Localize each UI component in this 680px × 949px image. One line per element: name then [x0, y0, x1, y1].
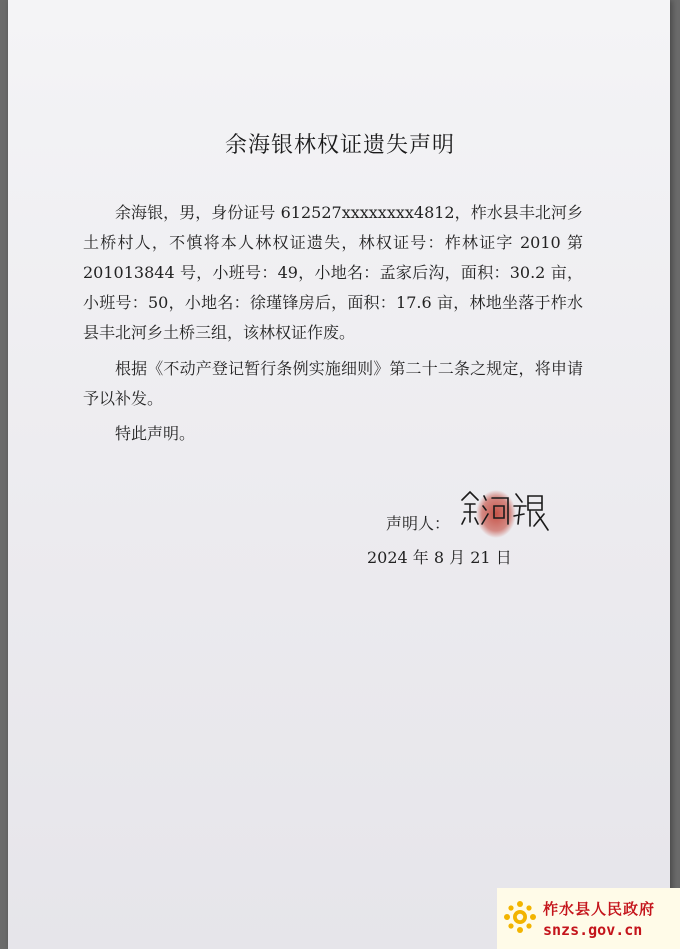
- request-paragraph: 根据《不动产登记暂行条例实施细则》第二十二条之规定，将申请予以补发。: [83, 359, 583, 408]
- footer-url: snzs.gov.cn: [543, 921, 643, 939]
- signature-label: 声明人：: [386, 514, 451, 533]
- page-title: 余海银林权证遗失声明: [224, 133, 455, 158]
- footer-org-name: 柞水县人民政府: [543, 900, 656, 918]
- closing-paragraph: 特此声明。: [115, 424, 196, 443]
- declaration-paragraph: 余海银，男，身份证号 612527xxxxxxxx4812，柞水县丰北河乡土桥村人，不慎将本人林权证遗失，林权证号：柞林证字 2010 第 201013844 号，小班号：49，小地名：孟家后沟，面积：30.2 亩，小班号：50，小地名：徐瑾锋房后，面积：17.6 亩，林地坐落于柞水县丰北河乡土桥三组，该林权证作废。: [83, 203, 583, 342]
- signature-seal: [456, 480, 556, 550]
- watermark-footer: [497, 888, 680, 949]
- sun-logo-icon: [503, 900, 537, 934]
- declaration-date: 2024 年 8 月 21 日: [367, 548, 512, 567]
